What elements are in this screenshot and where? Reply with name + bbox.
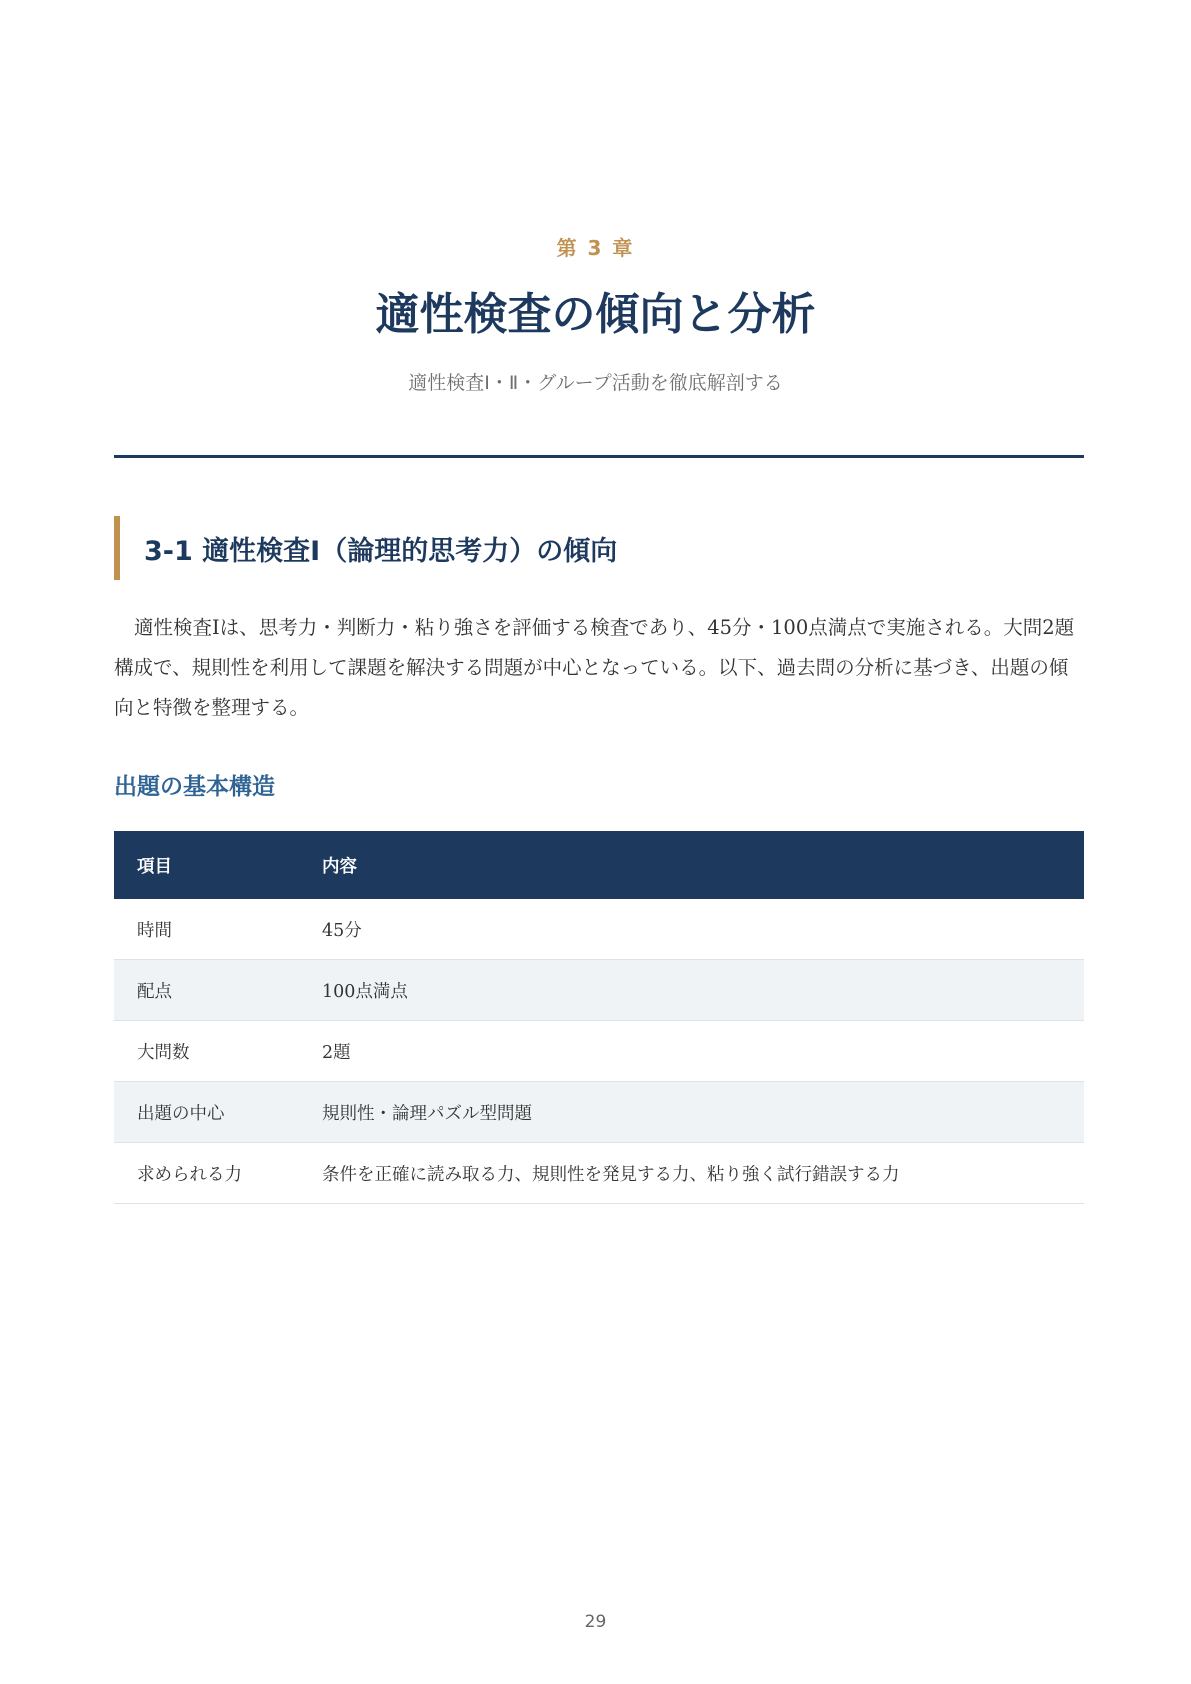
table-cell-item: 求められる力 [114,1143,299,1204]
subsection-heading: 出題の基本構造 [114,774,275,800]
section-heading-text: 3-1 適性検査Ⅰ（論理的思考力）の傾向 [144,535,618,567]
table-header-item: 項目 [114,831,299,899]
table-row [114,899,1084,960]
table-row [114,1082,1084,1143]
section-paragraph: 適性検査Ⅰは、思考力・判断力・粘り強さを評価する検査であり、45分・100点満点で実施される。大問2題構成で、規則性を利用して課題を解決する問題が中心となっている。以下、過去問の分析に基づき、出題の傾向と特徴を整理する。 [114,616,1075,719]
table-header-content: 内容 [299,831,1084,899]
table-row [114,1021,1084,1082]
table-cell-item: 時間 [114,899,299,960]
page-number: 29 [584,1612,607,1632]
table-cell-content: 2題 [299,1021,1084,1082]
chapter-title: 適性検査の傾向と分析 [375,289,816,340]
table-row [114,960,1084,1021]
table-cell-item: 配点 [114,960,299,1021]
table-header-row [114,831,1084,899]
table-cell-item: 出題の中心 [114,1082,299,1143]
table-cell-item: 大問数 [114,1021,299,1082]
table-cell-content: 45分 [299,899,1084,960]
table-cell-content: 100点満点 [299,960,1084,1021]
chapter-subtitle: 適性検査Ⅰ・Ⅱ・グループ活動を徹底解剖する [408,372,783,394]
section-heading [114,516,617,580]
table-cell-content: 条件を正確に読み取る力、規則性を発見する力、粘り強く試行錯誤する力 [299,1143,1084,1204]
chapter-label: 第 3 章 [556,236,635,260]
table-cell-content: 規則性・論理パズル型問題 [299,1082,1084,1143]
table-row [114,1143,1084,1204]
chapter-divider [114,455,1084,458]
structure-table [114,831,1084,1204]
